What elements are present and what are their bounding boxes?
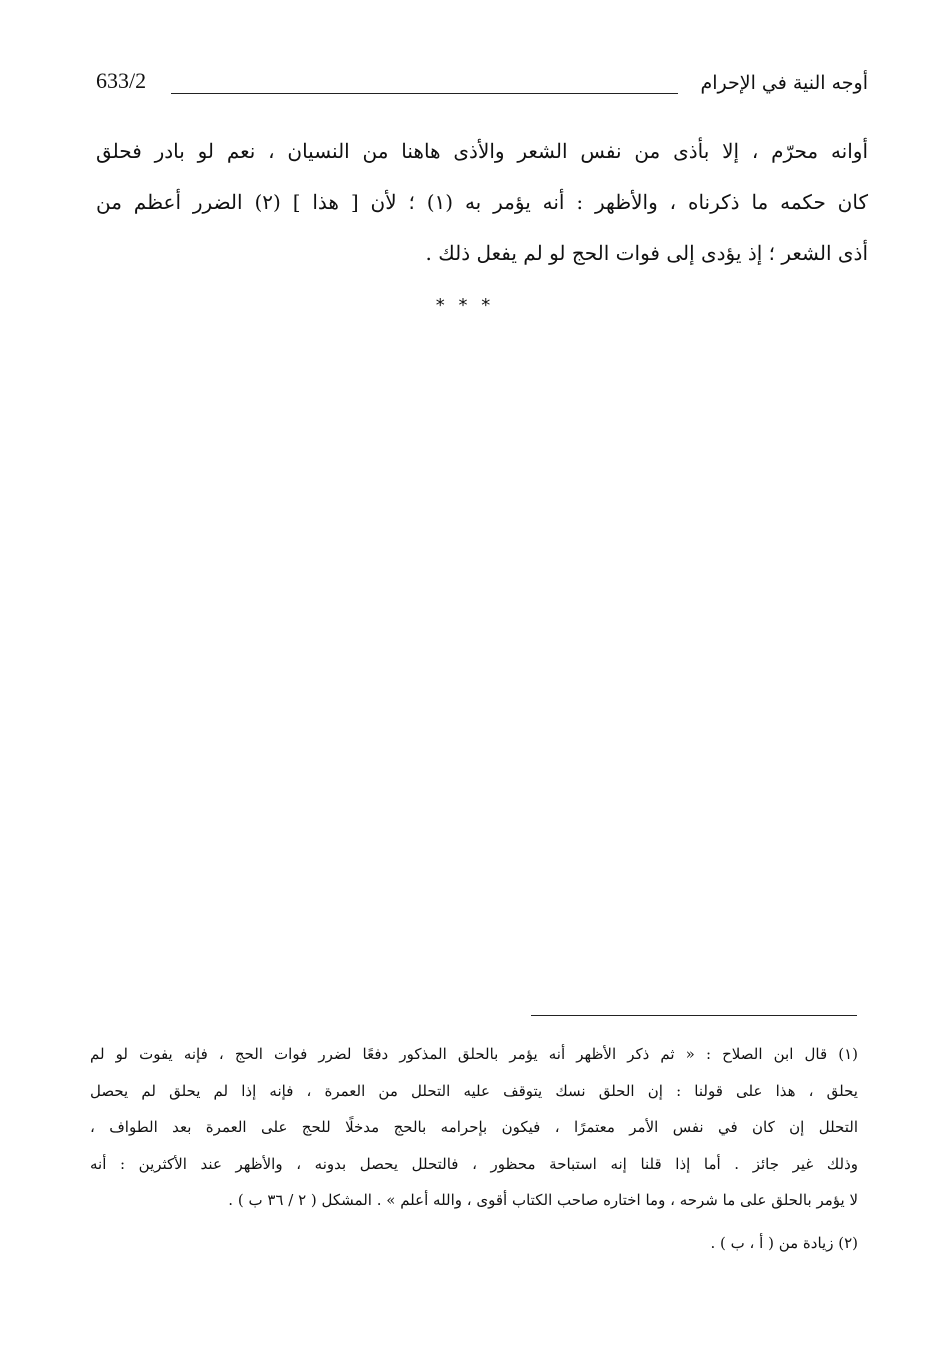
footnote-1-line-3: التحلل إن كان في نفس الأمر معتمرًا ، فيكون بإحرامه بالحج مدخلًا للحج على العمرة بعد الطواف ، [90, 1118, 858, 1136]
footnote-1 [90, 1036, 858, 1219]
page-header [96, 66, 868, 102]
body-line-2: كان حكمه ما ذكرناه ، والأظهر : أنه يؤمر به (١) ؛ لأن [ هذا ] (٢) الضرر أعظم من [96, 190, 868, 214]
footnote-2: (٢) زيادة من ( أ ، ب ) . [710, 1233, 858, 1252]
body-line-3: أذى الشعر ؛ إذ يؤدى إلى فوات الحج لو لم يفعل ذلك . [425, 241, 868, 265]
footnote-1-line-4: وذلك غير جائز . أما إذا قلنا إنه استباحة محظور ، فالتحلل يحصل بدونه ، والأظهر عند الأكثرين : أنه [90, 1154, 858, 1173]
section-separator: * * * [435, 295, 495, 316]
footnote-1-line-1: (١) قال ابن الصلاح : « ثم ذكر الأظهر أنه يؤمر بالحلق المذكور دفعًا لضرر فوات الحج ، فإنه يفوت لو لم [90, 1045, 858, 1063]
running-title: أوجه النية في الإحرام [700, 72, 868, 94]
footnote-1-line-2: يحلق ، هذا على قولنا : إن الحلق نسك يتوقف عليه التحلل من العمرة ، فإنه إذا لم يحلق لم يحصل [90, 1081, 858, 1100]
footnote-rule [531, 1015, 857, 1016]
header-rule [171, 93, 678, 94]
footnote-1-line-5: لا يؤمر بالحلق على ما شرحه ، وما اختاره صاحب الكتاب أقوى ، والله أعلم » . المشكل ( ٢ / ٣٦ ب ) . [228, 1191, 858, 1209]
body-line-1: أوانه محرّم ، إلا بأذى من نفس الشعر والأذى هاهنا من النسيان ، نعم لو بادر فحلق [96, 139, 868, 163]
body-text [96, 126, 868, 279]
page-number: 633/2 [96, 68, 147, 93]
footnotes [90, 1036, 858, 1261]
